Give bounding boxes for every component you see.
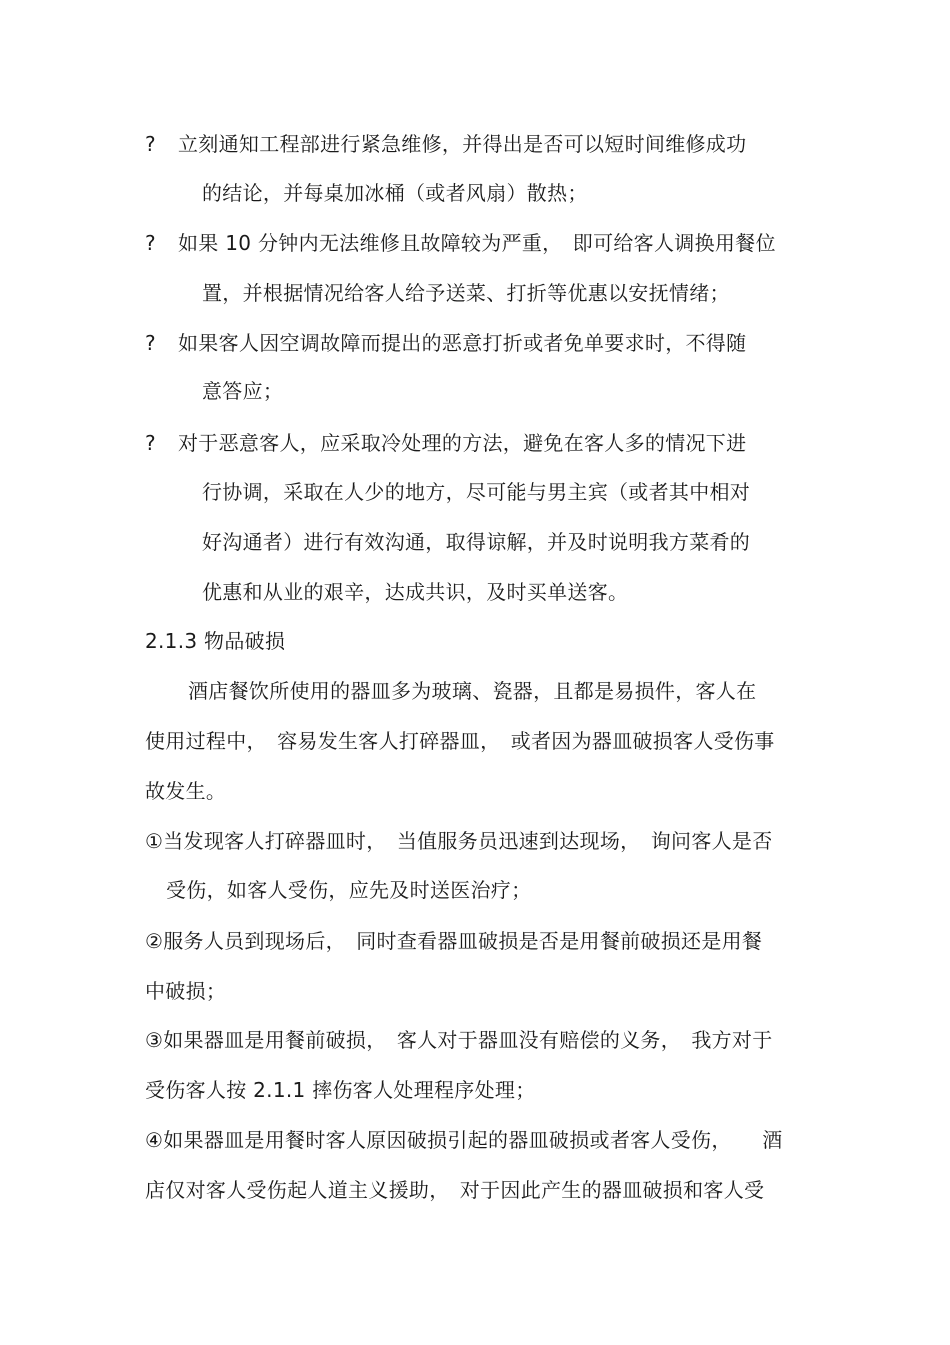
- item-4-line-1: ④如果器皿是用餐时客人原因破损引起的器皿破损或者客人受伤， 酒: [145, 1128, 783, 1152]
- item-1-line-1: ①当发现客人打碎器皿时， 当值服务员迅速到达现场， 询问客人是否: [145, 829, 773, 853]
- bullet-mark: ?: [145, 231, 156, 255]
- section-heading: 2.1.3 物品破损: [145, 629, 286, 653]
- item-1-line-2: 受伤，如客人受伤，应先及时送医治疗；: [166, 878, 532, 902]
- bullet-1-line-1: 立刻通知工程部进行紧急维修，并得出是否可以短时间维修成功: [178, 132, 747, 156]
- bullet-mark: ?: [145, 132, 156, 156]
- item-2-line-1: ②服务人员到现场后， 同时查看器皿破损是否是用餐前破损还是用餐: [145, 929, 763, 953]
- bullet-3-line-2: 意答应；: [202, 379, 284, 403]
- bullet-1-line-2: 的结论，并每桌加冰桶（或者风扇）散热；: [202, 181, 588, 205]
- bullet-4-line-4: 优惠和从业的艰辛，达成共识，及时买单送客。: [202, 580, 629, 604]
- bullet-4-line-3: 好沟通者）进行有效沟通，取得谅解，并及时说明我方菜肴的: [202, 530, 751, 554]
- bullet-4-line-1: 对于恶意客人，应采取冷处理的方法，避免在客人多的情况下进: [178, 431, 747, 455]
- bullet-mark: ?: [145, 431, 156, 455]
- intro-line-2: 使用过程中， 容易发生客人打碎器皿， 或者因为器皿破损客人受伤事: [145, 729, 775, 753]
- bullet-mark: ?: [145, 331, 156, 355]
- intro-line-1: 酒店餐饮所使用的器皿多为玻璃、瓷器，且都是易损件，客人在: [188, 679, 757, 703]
- item-2-line-2: 中破损；: [145, 979, 227, 1003]
- bullet-4-line-2: 行协调，采取在人少的地方，尽可能与男主宾（或者其中相对: [202, 480, 751, 504]
- item-4-line-2: 店仅对客人受伤起人道主义援助， 对于因此产生的器皿破损和客人受: [145, 1178, 765, 1202]
- item-3-line-2: 受伤客人按 2.1.1 摔伤客人处理程序处理；: [145, 1078, 536, 1102]
- bullet-2-line-1: 如果 10 分钟内无法维修且故障较为严重， 即可给客人调换用餐位: [178, 231, 776, 255]
- item-3-line-1: ③如果器皿是用餐前破损， 客人对于器皿没有赔偿的义务， 我方对于: [145, 1028, 773, 1052]
- bullet-2-line-2: 置，并根据情况给客人给予送菜、打折等优惠以安抚情绪；: [202, 281, 730, 305]
- bullet-3-line-1: 如果客人因空调故障而提出的恶意打折或者免单要求时，不得随: [178, 331, 747, 355]
- intro-line-3: 故发生。: [145, 779, 227, 803]
